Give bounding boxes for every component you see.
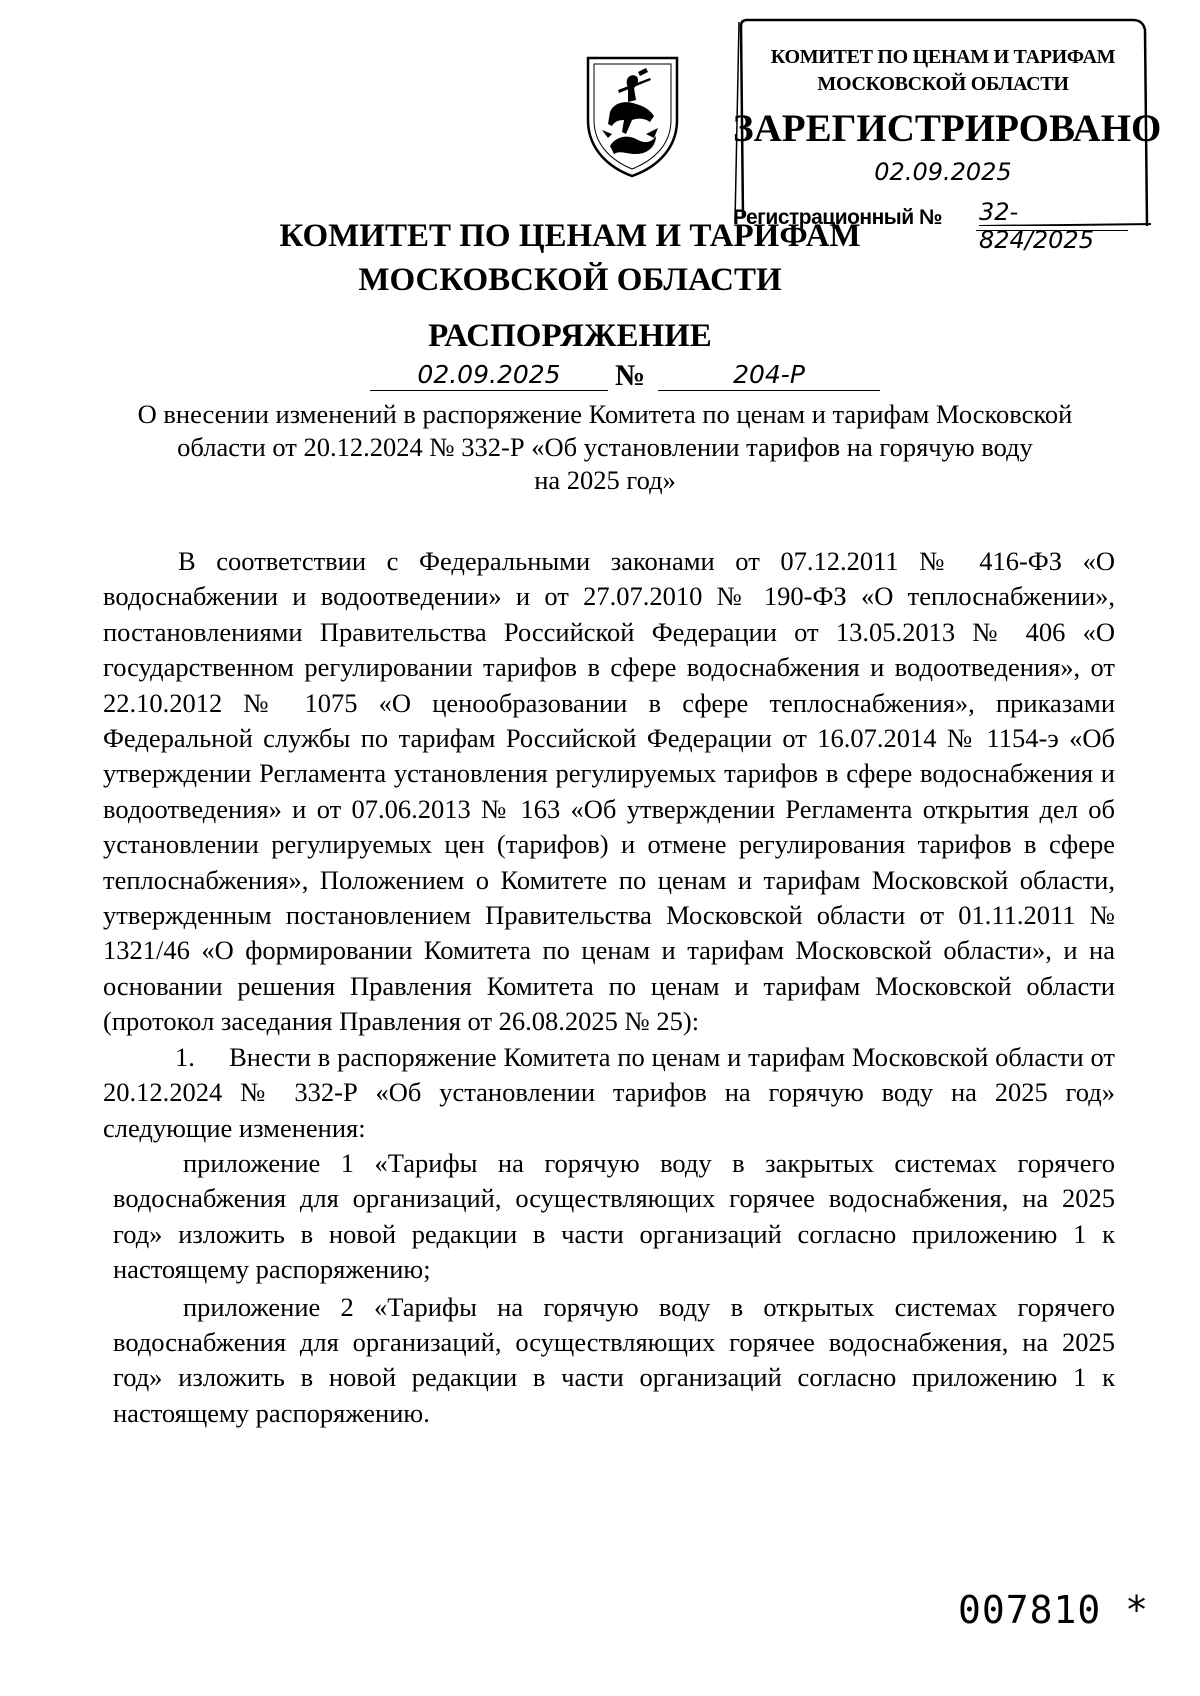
- stamp-org-line2: МОСКОВСКОЙ ОБЛАСТИ: [817, 73, 1069, 95]
- item-1-paragraph: [103, 1040, 1115, 1146]
- stamp-registered-title: ЗАРЕГИСТРИРОВАНО: [733, 107, 1162, 150]
- document-type: РАСПОРЯЖЕНИЕ: [428, 318, 712, 354]
- stamp-handwritten-reg-number: 32-824/2025: [979, 198, 1094, 254]
- org-name-line2: МОСКОВСКОЙ ОБЛАСТИ: [358, 262, 782, 298]
- item-1-text: Внести в распоряжение Комитета по ценам и тарифам Московской области от 20.12.2024 № 332-Р «Об установлении тарифов на горячую воду на 2025 год» следующие изменения:: [103, 1041, 1116, 1143]
- org-name-line1: КОМИТЕТ ПО ЦЕНАМ И ТАРИФАМ: [279, 218, 861, 254]
- subject-line: области от 20.12.2024 № 332-Р «Об установлении тарифов на горячую воду: [177, 432, 1033, 462]
- serial-number: 007810 *: [958, 1588, 1150, 1632]
- subitem-paragraph: приложение 2 «Тарифы на горячую воду в открытых системах горячего водоснабжения для организаций, осуществляющих горячее водоснабжения, на 2025 год» изложить в новой редакции в части организаций согласно приложению 1 к настоящему распоряжению.: [113, 1291, 1115, 1428]
- stamp-reg-number-label: Регистрационный №: [733, 206, 942, 229]
- handwritten-number: 204-Р: [658, 360, 880, 391]
- coat-of-arms-emblem: [580, 50, 685, 178]
- stamp-handwritten-date: 02.09.2025: [874, 158, 1012, 186]
- registration-stamp: [733, 18, 1162, 254]
- number-sign: №: [615, 359, 646, 392]
- preamble-paragraph: В соответствии с Федеральными законами от 07.12.2011 № 416-ФЗ «О водоснабжении и водоотведении» и от 27.07.2010 № 190-ФЗ «О теплоснабжении», постановлениями Правительства Российской Федерации от 13.05.2013 № 406 «О государственном регулировании тарифов в сфере водоснабжения и водоотведения», от 22.10.2012 № 1075 «О ценообразовании в сфере теплоснабжения», приказами Федеральной службы по тарифам Российской Федерации от 16.07.2014 № 1154-э «Об утверждении Регламента установления регулируемых тарифов в сфере водоснабжения и водоотведения» и от 07.06.2013 № 163 «Об утверждении Регламента открытия дел об установлении регулируемых цен (тарифов) и отмене регулирования тарифов в сфере теплоснабжения», Положением о Комитете по ценам и тарифам Московской области, утвержденным постановлением Правительства Московской области от 01.11.2011 № 1321/46 «О формировании Комитета по ценам и тарифам Московской области», и на основании решения Правления Комитета по ценам и тарифам Московской области (протокол заседания Правления от 26.08.2025 № 25):: [103, 546, 1115, 1037]
- stamp-org-line1: КОМИТЕТ ПО ЦЕНАМ И ТАРИФАМ: [770, 46, 1116, 68]
- subject-line: О внесении изменений в распоряжение Комитета по ценам и тарифам Московской: [137, 399, 1073, 429]
- date-number-line: [370, 360, 890, 400]
- document-subject: [105, 398, 1105, 497]
- handwritten-date: 02.09.2025: [370, 360, 608, 391]
- item-1-number: 1.: [175, 1041, 195, 1072]
- subject-line: на 2025 год»: [534, 465, 676, 495]
- document-body: [103, 544, 1115, 1431]
- subitem-paragraph: приложение 1 «Тарифы на горячую воду в закрытых системах горячего водоснабжения для организаций, осуществляющих горячее водоснабжения, на 2025 год» изложить в новой редакции в части организаций согласно приложению 1 к настоящему распоряжению;: [113, 1147, 1115, 1285]
